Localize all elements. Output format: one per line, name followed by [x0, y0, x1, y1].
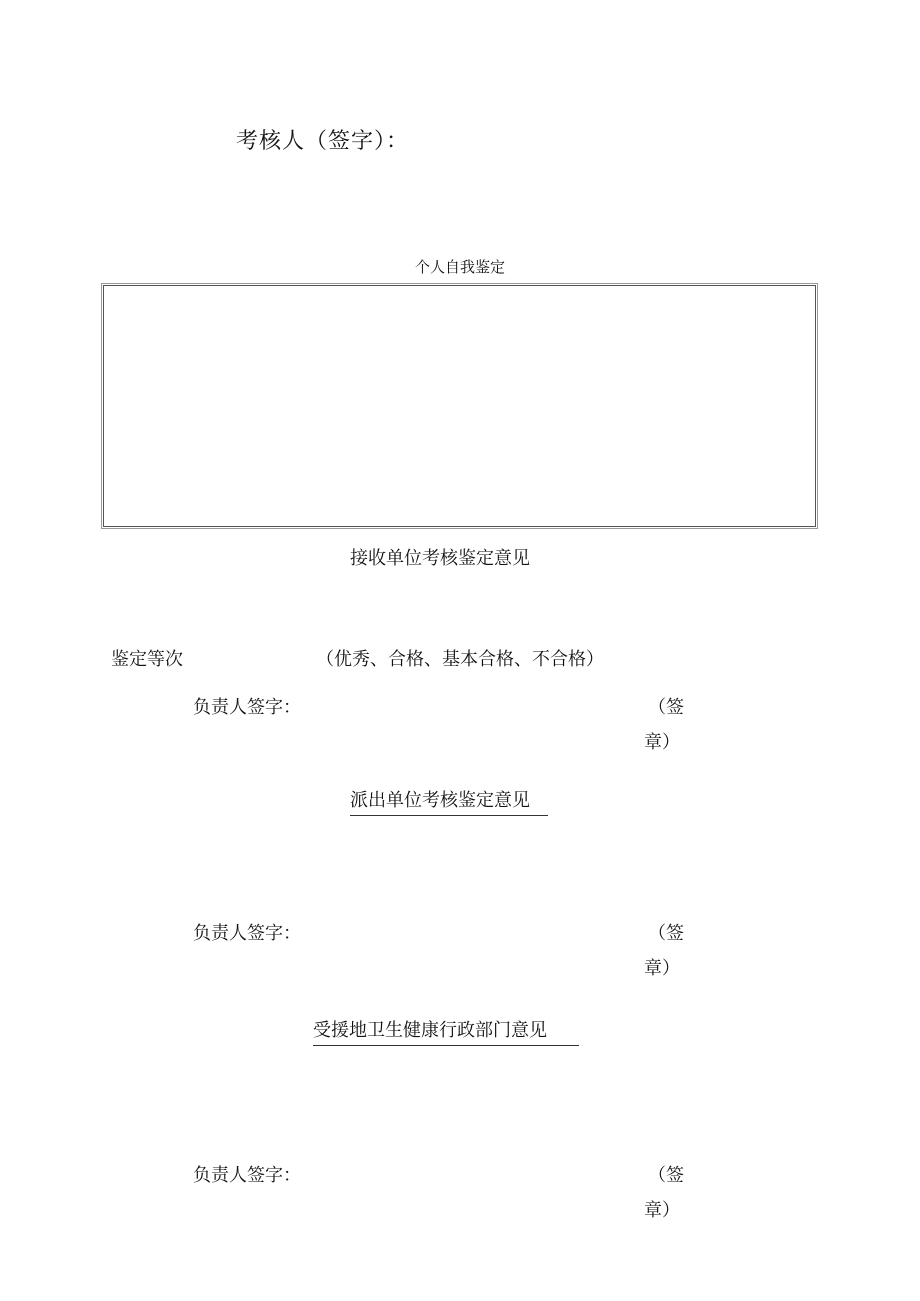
- health-department-title: [313, 1016, 579, 1046]
- health-signer-label: 负责人签字：: [193, 1165, 301, 1186]
- assessor-signature-label: 考核人（签字）：: [236, 129, 410, 154]
- dispatching-seal-line1: （签: [648, 923, 684, 944]
- health-seal-line2: 章）: [644, 1200, 680, 1221]
- receiving-seal-line2: 章）: [644, 732, 680, 753]
- dispatching-signer-label: 负责人签字：: [193, 923, 301, 944]
- self-evaluation-title: 个人自我鉴定: [414, 258, 505, 276]
- grade-options: （优秀、合格、基本合格、不合格）: [316, 649, 604, 670]
- receiving-unit-title: 接收单位考核鉴定意见: [350, 548, 530, 569]
- health-department-title-text: 受援地卫生健康行政部门意见: [313, 1016, 579, 1046]
- dispatching-unit-title-text: 派出单位考核鉴定意见: [350, 786, 548, 816]
- dispatching-seal-line2: 章）: [644, 958, 680, 979]
- dispatching-unit-title: [350, 786, 548, 816]
- receiving-signer-label: 负责人签字：: [193, 697, 301, 718]
- grade-label: 鉴定等次: [111, 649, 183, 670]
- self-evaluation-box[interactable]: [103, 285, 816, 527]
- receiving-seal-line1: （签: [648, 697, 684, 718]
- health-seal-line1: （签: [648, 1165, 684, 1186]
